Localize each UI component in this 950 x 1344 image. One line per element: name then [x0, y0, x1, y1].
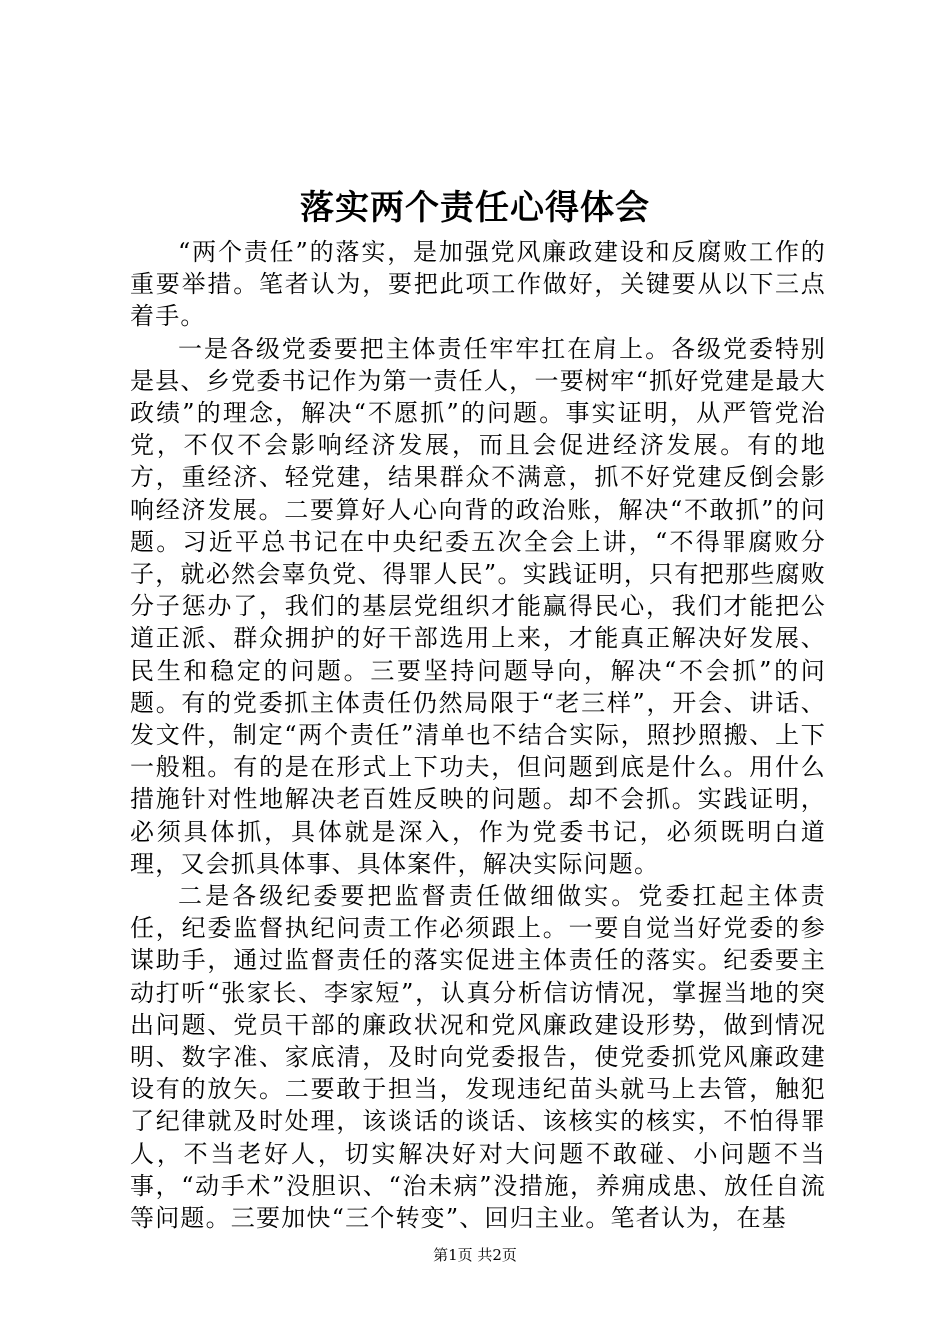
paragraph-intro: “两个责任”的落实，是加强党风廉政建设和反腐败工作的重要举措。笔者认为，要把此项工作做好，关键要从以下三点着手。: [130, 238, 826, 331]
page-title: 落实两个责任心得体会: [300, 188, 650, 228]
page-number-footer: 第1页 共2页: [433, 1246, 517, 1264]
document-body: [130, 236, 826, 1234]
paragraph-discipline-committee: 二是各级纪委要把监督责任做细做实。党委扛起主体责任，纪委监督执纪问责工作必须跟上。一要自觉当好党委的参谋助手，通过监督责任的落实促进主体责任的落实。纪委要主动打听“张家长、李家短”，认真分析信访情况，掌握当地的突出问题、党员干部的廉政状况和党风廉政建设形势，做到情况明、数字准、家底清，及时向党委报告，使党委抓党风廉政建设有的放矢。二要敢于担当，发现违纪苗头就马上去管，触犯了纪律就及时处理，该谈话的谈话、该核实的核实，不怕得罪人，不当老好人，切实解决好对大问题不敢碰、小问题不当事，“动手术”没胆识、“治未病”没措施，养痈成患、放任自流等问题。三要加快“三个转变”、回归主业。笔者认为，在基: [130, 882, 826, 1233]
paragraph-party-committee: 一是各级党委要把主体责任牢牢扛在肩上。各级党委特别是县、乡党委书记作为第一责任人，一要树牢“抓好党建是最大政绩”的理念，解决“不愿抓”的问题。事实证明，从严管党治党，不仅不会影响经济发展，而且会促进经济发展。有的地方，重经济、轻党建，结果群众不满意，抓不好党建反倒会影响经济发展。二要算好人心向背的政治账，解决“不敢抓”的问题。习近平总书记在中央纪委五次全会上讲，“不得罪腐败分子，就必然会辜负党、得罪人民”。实践证明，只有把那些腐败分子惩办了，我们的基层党组织才能赢得民心，我们才能把公道正派、群众拥护的好干部选用上来，才能真正解决好发展、民生和稳定的问题。三要坚持问题导向，解决“不会抓”的问题。有的党委抓主体责任仍然局限于“老三样”，开会、讲话、发文件，制定“两个责任”清单也不结合实际，照抄照搬、上下一般粗。有的是在形式上下功夫，但问题到底是什么。用什么措施针对性地解决老百姓反映的问题。却不会抓。实践证明，必须具体抓，具体就是深入，作为党委书记，必须既明白道理，又会抓具体事、具体案件，解决实际问题。: [130, 334, 826, 878]
